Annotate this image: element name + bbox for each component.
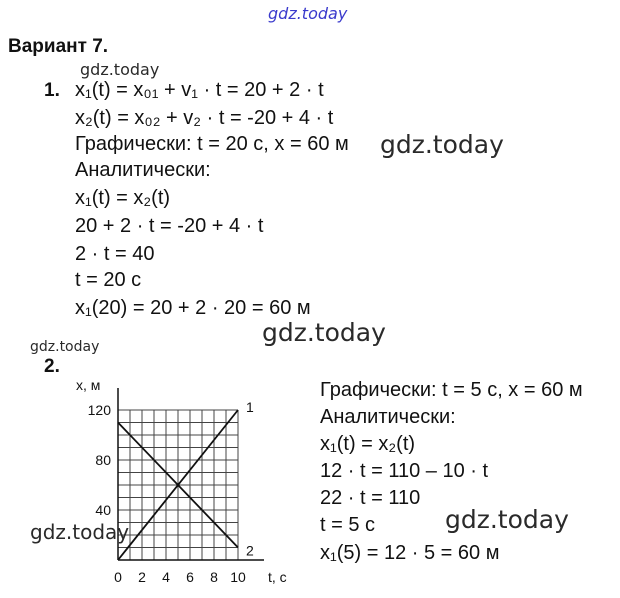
series-label: 1 <box>246 399 254 415</box>
watermark-task1-bottom: gdz.today <box>262 318 386 347</box>
task1-line: x₂(t) = x₀₂ + v₂ · t = -20 + 4 · t <box>75 107 334 129</box>
task2-line: Аналитически: <box>320 406 456 428</box>
x-tick-label: 0 <box>114 569 122 585</box>
watermark-task2-label: gdz.today <box>30 339 100 355</box>
x-tick-label: 2 <box>138 569 146 585</box>
watermark-task1-mid: gdz.today <box>380 130 504 159</box>
task1-line: Аналитически: <box>75 159 211 181</box>
task2-line: 22 · t = 110 <box>320 487 421 509</box>
watermark-task1-top: gdz.today <box>80 60 160 79</box>
y-tick-label: 120 <box>87 402 111 418</box>
task2-line: t = 5 с <box>320 514 376 536</box>
watermark-task2-left: gdz.today <box>30 520 130 544</box>
watermark-top: gdz.today <box>268 4 348 23</box>
task1-line: 20 + 2 · t = -20 + 4 · t <box>75 215 264 237</box>
task1-line: t = 20 с <box>75 269 142 291</box>
watermark-task2-right: gdz.today <box>445 505 569 534</box>
task2-line: Графически: t = 5 с, x = 60 м <box>320 379 583 401</box>
task1-line: 2 · t = 40 <box>75 243 155 265</box>
task1-line: x₁(t) = x₂(t) <box>75 187 171 209</box>
task1-line: x₁(t) = x₀₁ + v₁ · t = 20 + 2 · t <box>75 79 324 101</box>
y-tick-label: 40 <box>95 502 111 518</box>
variant-title: Вариант 7. <box>8 36 109 57</box>
task1-line: x₁(20) = 20 + 2 · 20 = 60 м <box>75 297 311 319</box>
series-label: 2 <box>246 542 254 559</box>
task1-number: 1. <box>44 80 60 101</box>
task2-line: x₁(t) = x₂(t) <box>320 433 416 455</box>
task2-line: x₁(5) = 12 · 5 = 60 м <box>320 542 500 564</box>
task2-line: 12 · t = 110 – 10 · t <box>320 460 489 482</box>
y-tick-label: 80 <box>95 452 111 468</box>
x-tick-label: 4 <box>162 569 170 585</box>
task2-number: 2. <box>44 356 60 377</box>
x-tick-label: 8 <box>210 569 218 585</box>
task1-line: Графически: t = 20 с, x = 60 м <box>75 133 349 155</box>
y-axis-label: x, м <box>76 377 101 393</box>
x-axis-label: t, с <box>268 569 287 585</box>
x-tick-label: 10 <box>230 569 246 585</box>
x-tick-label: 6 <box>186 569 194 585</box>
